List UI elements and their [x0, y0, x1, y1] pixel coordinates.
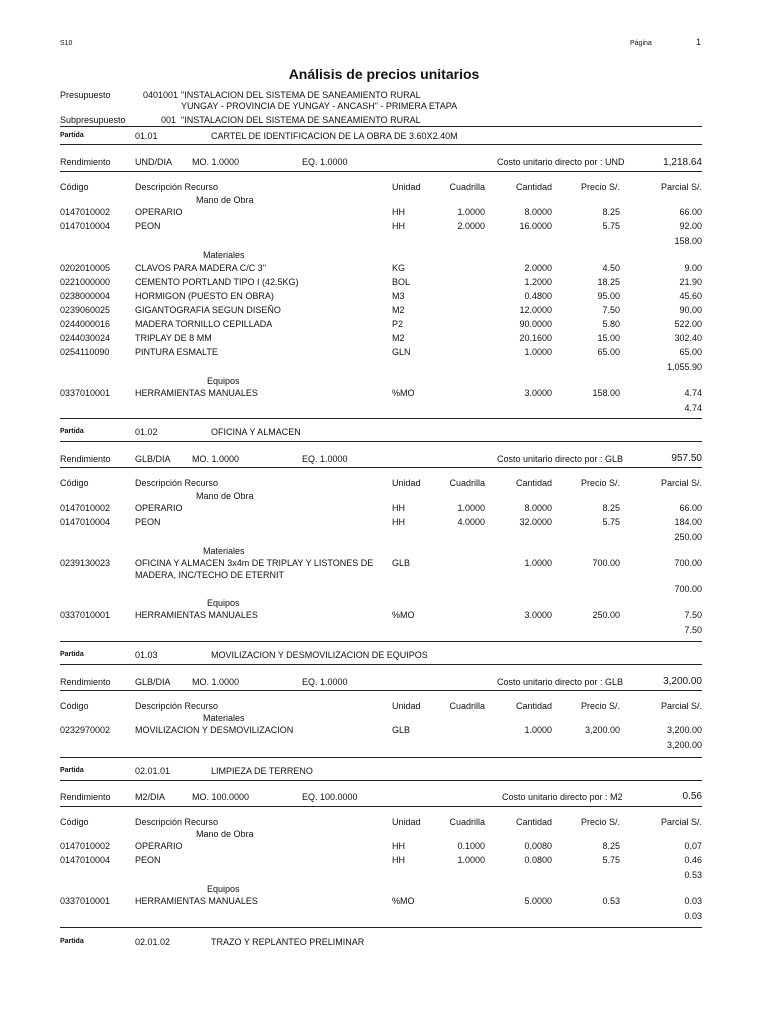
divider	[60, 441, 702, 442]
row-desc: HERRAMIENTAS MANUALES	[135, 896, 258, 906]
eq-value: EQ. 1.0000	[302, 454, 348, 464]
row-cuadrilla: 0.1000	[457, 841, 485, 851]
row-cantidad: 12.0000	[519, 305, 552, 315]
subtotal-materiales: 3,200.00	[666, 740, 702, 750]
col-descripcion: Descripción Recurso	[135, 478, 219, 488]
row-codigo: 0147010004	[60, 517, 111, 527]
row-unidad: GLB	[392, 725, 411, 735]
row-unidad: HH	[392, 517, 405, 527]
col-cantidad: Cantidad	[515, 701, 552, 711]
col-precio: Precio S/.	[580, 701, 620, 711]
row-desc: CLAVOS PARA MADERA C/C 3"	[135, 263, 266, 273]
row-parcial: 302.40	[674, 333, 702, 343]
row-cuadrilla: 1.0000	[457, 503, 485, 513]
row-parcial: 700.00	[674, 558, 702, 568]
row-desc: OFICINA Y ALMACEN 3x4m DE TRIPLAY Y LISTONES DE	[135, 558, 374, 568]
row-cuadrilla: 1.0000	[457, 855, 485, 865]
partida-name: MOVILIZACION Y DESMOVILIZACION DE EQUIPOS	[211, 650, 428, 660]
col-unidad: Unidad	[392, 478, 421, 488]
col-parcial: Parcial S/.	[660, 817, 702, 827]
row-unidad: GLB	[392, 558, 411, 568]
costo-value: 1,218.64	[663, 157, 702, 168]
row-cantidad: 8.0000	[524, 503, 552, 513]
presupuesto-line2: YUNGAY - PROVINCIA DE YUNGAY - ANCASH" - PRIMERA ETAPA	[181, 101, 458, 111]
col-cuadrilla: Cuadrilla	[449, 817, 485, 827]
rendimiento-label: Rendimiento	[60, 157, 111, 167]
costo-value: 957.50	[671, 453, 702, 464]
row-unidad: GLN	[392, 347, 411, 357]
subtotal-mano-obra: 158.00	[674, 236, 702, 246]
col-descripcion: Descripción Recurso	[135, 701, 219, 711]
col-codigo: Código	[60, 817, 89, 827]
costo-label: Costo unitario directo por : UND	[497, 157, 625, 167]
row-parcial: 184.00	[674, 517, 702, 527]
row-unidad: M3	[392, 291, 405, 301]
col-cuadrilla: Cuadrilla	[449, 701, 485, 711]
row-cantidad: 2.0000	[524, 263, 552, 273]
partida-label: Partida	[60, 651, 84, 658]
row-codigo: 0337010001	[60, 896, 111, 906]
presupuesto-line1: "INSTALACION DEL SISTEMA DE SANEAMIENTO RURAL	[181, 90, 421, 100]
rendimiento-label: Rendimiento	[60, 454, 111, 464]
row-precio: 15.00	[597, 333, 620, 343]
row-cuadrilla: 1.0000	[457, 207, 485, 217]
divider	[60, 690, 702, 691]
col-precio: Precio S/.	[580, 182, 620, 192]
row-precio: 158.00	[592, 388, 620, 398]
row-unidad: HH	[392, 841, 405, 851]
subtotal-mano-obra: 250.00	[674, 532, 702, 542]
mo-value: MO. 100.0000	[192, 792, 250, 802]
row-unidad: HH	[392, 855, 405, 865]
row-parcial: 66.00	[679, 503, 702, 513]
row-precio: 8.25	[602, 207, 620, 217]
row-unidad: %MO	[392, 388, 415, 398]
rendimiento-label: Rendimiento	[60, 792, 111, 802]
row-parcial: 45.60	[679, 291, 702, 301]
row-cantidad: 1.0000	[524, 725, 552, 735]
row-parcial: 90.00	[679, 305, 702, 315]
row-unidad: HH	[392, 503, 405, 513]
row-codigo: 0147010002	[60, 207, 111, 217]
divider	[60, 806, 702, 807]
rendimiento-label: Rendimiento	[60, 677, 111, 687]
subpresupuesto-text: "INSTALACION DEL SISTEMA DE SANEAMIENTO RURAL	[181, 115, 421, 125]
costo-label: Costo unitario directo por : GLB	[497, 454, 624, 464]
row-parcial: 21.90	[679, 277, 702, 287]
partida-name: TRAZO Y REPLANTEO PRELIMINAR	[211, 937, 365, 947]
row-desc: OPERARIO	[135, 503, 183, 513]
col-unidad: Unidad	[392, 182, 421, 192]
col-descripcion: Descripción Recurso	[135, 817, 219, 827]
eq-value: EQ. 100.0000	[302, 792, 358, 802]
col-parcial: Parcial S/.	[660, 478, 702, 488]
costo-label: Costo unitario directo por : M2	[502, 792, 623, 802]
row-precio: 5.75	[602, 855, 620, 865]
partida-label: Partida	[60, 132, 84, 139]
row-precio: 18.25	[597, 277, 620, 287]
row-codigo: 0221000000	[60, 277, 111, 287]
costo-value: 3,200.00	[663, 676, 702, 687]
page-label: Página	[630, 40, 652, 47]
col-parcial: Parcial S/.	[660, 701, 702, 711]
divider	[60, 757, 702, 758]
report-code: S10	[60, 40, 73, 47]
divider	[60, 927, 702, 928]
divider	[60, 126, 702, 127]
divider	[60, 467, 702, 468]
partida-label: Partida	[60, 767, 84, 774]
row-cantidad: 32.0000	[519, 517, 552, 527]
row-desc: HERRAMIENTAS MANUALES	[135, 388, 258, 398]
partida-name: CARTEL DE IDENTIFICACION DE LA OBRA DE 3.60X2.40M	[211, 131, 458, 141]
divider	[60, 780, 702, 781]
row-codigo: 0244030024	[60, 333, 111, 343]
row-desc: HORMIGON (PUESTO EN OBRA)	[135, 291, 274, 301]
row-cantidad: 3.0000	[524, 388, 552, 398]
row-precio: 8.25	[602, 841, 620, 851]
page-title: Análisis de precios unitarios	[288, 66, 480, 82]
partida-code: 02.01.01	[135, 766, 171, 776]
row-cantidad: 1.0000	[524, 347, 552, 357]
row-unidad: HH	[392, 221, 405, 231]
row-parcial: 92.00	[679, 221, 702, 231]
divider	[60, 418, 702, 419]
section-materiales: Materiales	[203, 546, 245, 556]
section-equipos: Equipos	[207, 376, 240, 386]
row-unidad: M2	[392, 333, 405, 343]
row-cantidad: 0.0080	[524, 841, 552, 851]
row-cantidad: 1.0000	[524, 558, 552, 568]
partida-code: 02.01.02	[135, 937, 171, 947]
row-desc: TRIPLAY DE 8 MM	[135, 333, 212, 343]
col-precio: Precio S/.	[580, 478, 620, 488]
row-desc: GIGANTOGRAFIA SEGUN DISEÑO	[135, 305, 281, 315]
col-unidad: Unidad	[392, 701, 421, 711]
rendimiento-unit: UND/DIA	[135, 157, 173, 167]
row-precio: 5.80	[602, 319, 620, 329]
row-desc: PEON	[135, 517, 161, 527]
row-precio: 700.00	[592, 558, 620, 568]
section-equipos: Equipos	[207, 598, 240, 608]
partida-name: OFICINA Y ALMACEN	[211, 427, 301, 437]
row-codigo: 0244000016	[60, 319, 111, 329]
col-precio: Precio S/.	[580, 817, 620, 827]
rendimiento-unit: GLB/DIA	[135, 454, 171, 464]
row-codigo: 0232970002	[60, 725, 111, 735]
subtotal-materiales: 1,055.90	[666, 362, 702, 372]
col-codigo: Código	[60, 182, 89, 192]
row-precio: 3,200.00	[584, 725, 620, 735]
row-parcial: 4.74	[684, 388, 702, 398]
row-codigo: 0147010004	[60, 855, 111, 865]
row-cuadrilla: 4.0000	[457, 517, 485, 527]
col-cantidad: Cantidad	[515, 182, 552, 192]
row-cantidad: 1.2000	[524, 277, 552, 287]
row-precio: 95.00	[597, 291, 620, 301]
subpresupuesto-label: Subpresupuesto	[60, 115, 126, 125]
row-parcial: 522.00	[674, 319, 702, 329]
rendimiento-unit: M2/DIA	[135, 792, 166, 802]
section-mano-obra: Mano de Obra	[196, 829, 254, 839]
partida-code: 01.01	[135, 131, 158, 141]
row-cantidad: 20.1600	[519, 333, 552, 343]
row-parcial: 0.03	[684, 896, 702, 906]
eq-value: EQ. 1.0000	[302, 677, 348, 687]
row-desc: MOVILIZACION Y DESMOVILIZACION	[135, 725, 294, 735]
row-desc: PEON	[135, 221, 161, 231]
divider	[60, 664, 702, 665]
row-unidad: %MO	[392, 610, 415, 620]
costo-label: Costo unitario directo por : GLB	[497, 677, 624, 687]
col-cuadrilla: Cuadrilla	[449, 182, 485, 192]
row-desc-cont: MADERA, INC/TECHO DE ETERNIT	[135, 570, 285, 580]
row-unidad: BOL	[392, 277, 411, 287]
divider	[60, 171, 702, 172]
subtotal-equipos: 0.03	[684, 911, 702, 921]
row-parcial: 9.00	[684, 263, 702, 273]
subtotal-materiales: 700.00	[674, 584, 702, 594]
subpresupuesto-code: 001	[161, 115, 177, 125]
row-desc: PEON	[135, 855, 161, 865]
mo-value: MO. 1.0000	[192, 677, 240, 687]
section-materiales: Materiales	[203, 250, 245, 260]
row-unidad: P2	[392, 319, 404, 329]
mo-value: MO. 1.0000	[192, 157, 240, 167]
row-unidad: %MO	[392, 896, 415, 906]
row-parcial: 0.07	[684, 841, 702, 851]
partida-code: 01.03	[135, 650, 158, 660]
divider	[60, 641, 702, 642]
row-precio: 8.25	[602, 503, 620, 513]
section-mano-obra: Mano de Obra	[196, 491, 254, 501]
row-codigo: 0239060025	[60, 305, 111, 315]
divider	[60, 144, 702, 145]
rendimiento-unit: GLB/DIA	[135, 677, 171, 687]
row-desc: CEMENTO PORTLAND TIPO I (42.5KG)	[135, 277, 299, 287]
col-descripcion: Descripción Recurso	[135, 182, 219, 192]
row-parcial: 65.00	[679, 347, 702, 357]
row-cantidad: 0.0800	[524, 855, 552, 865]
mo-value: MO. 1.0000	[192, 454, 240, 464]
row-cantidad: 5.0000	[524, 896, 552, 906]
row-codigo: 0337010001	[60, 388, 111, 398]
row-cantidad: 3.0000	[524, 610, 552, 620]
row-parcial: 0.46	[684, 855, 702, 865]
row-codigo: 0147010002	[60, 841, 111, 851]
partida-name: LIMPIEZA DE TERRENO	[211, 766, 313, 776]
row-cantidad: 8.0000	[524, 207, 552, 217]
row-unidad: HH	[392, 207, 405, 217]
row-desc: MADERA TORNILLO CEPILLADA	[135, 319, 273, 329]
row-parcial: 7.50	[684, 610, 702, 620]
row-codigo: 0147010002	[60, 503, 111, 513]
col-cantidad: Cantidad	[515, 478, 552, 488]
partida-code: 01.02	[135, 427, 158, 437]
row-codigo: 0337010001	[60, 610, 111, 620]
row-precio: 7.50	[602, 305, 620, 315]
row-desc: HERRAMIENTAS MANUALES	[135, 610, 258, 620]
eq-value: EQ. 1.0000	[302, 157, 348, 167]
row-parcial: 66.00	[679, 207, 702, 217]
row-unidad: KG	[392, 263, 406, 273]
col-parcial: Parcial S/.	[660, 182, 702, 192]
row-desc: OPERARIO	[135, 207, 183, 217]
row-desc: PINTURA ESMALTE	[135, 347, 218, 357]
section-equipos: Equipos	[207, 884, 240, 894]
row-cantidad: 16.0000	[519, 221, 552, 231]
subtotal-equipos: 7.50	[684, 625, 702, 635]
costo-value: 0.56	[682, 791, 702, 802]
row-cuadrilla: 2.0000	[457, 221, 485, 231]
col-codigo: Código	[60, 478, 89, 488]
partida-label: Partida	[60, 938, 84, 945]
row-parcial: 3,200.00	[666, 725, 702, 735]
row-codigo: 0238000004	[60, 291, 111, 301]
row-desc: OPERARIO	[135, 841, 183, 851]
col-cantidad: Cantidad	[515, 817, 552, 827]
row-unidad: M2	[392, 305, 405, 315]
col-codigo: Código	[60, 701, 89, 711]
row-cantidad: 0.4800	[524, 291, 552, 301]
row-codigo: 0239130023	[60, 558, 111, 568]
subtotal-equipos: 4.74	[684, 403, 702, 413]
section-materiales: Materiales	[203, 713, 245, 723]
row-precio: 65.00	[597, 347, 620, 357]
row-precio: 250.00	[592, 610, 620, 620]
row-codigo: 0147010004	[60, 221, 111, 231]
row-codigo: 0254110090	[60, 347, 110, 357]
subtotal-mano-obra: 0.53	[684, 870, 702, 880]
row-precio: 0.53	[602, 896, 620, 906]
row-precio: 4.50	[602, 263, 620, 273]
partida-label: Partida	[60, 428, 84, 435]
row-precio: 5.75	[602, 221, 620, 231]
presupuesto-code: 0401001	[143, 90, 179, 100]
section-mano-obra: Mano de Obra	[196, 195, 254, 205]
row-precio: 5.75	[602, 517, 620, 527]
page-number: 1	[696, 37, 702, 47]
col-unidad: Unidad	[392, 817, 421, 827]
presupuesto-label: Presupuesto	[60, 90, 111, 100]
row-codigo: 0202010005	[60, 263, 111, 273]
col-cuadrilla: Cuadrilla	[449, 478, 485, 488]
row-cantidad: 90.0000	[519, 319, 552, 329]
